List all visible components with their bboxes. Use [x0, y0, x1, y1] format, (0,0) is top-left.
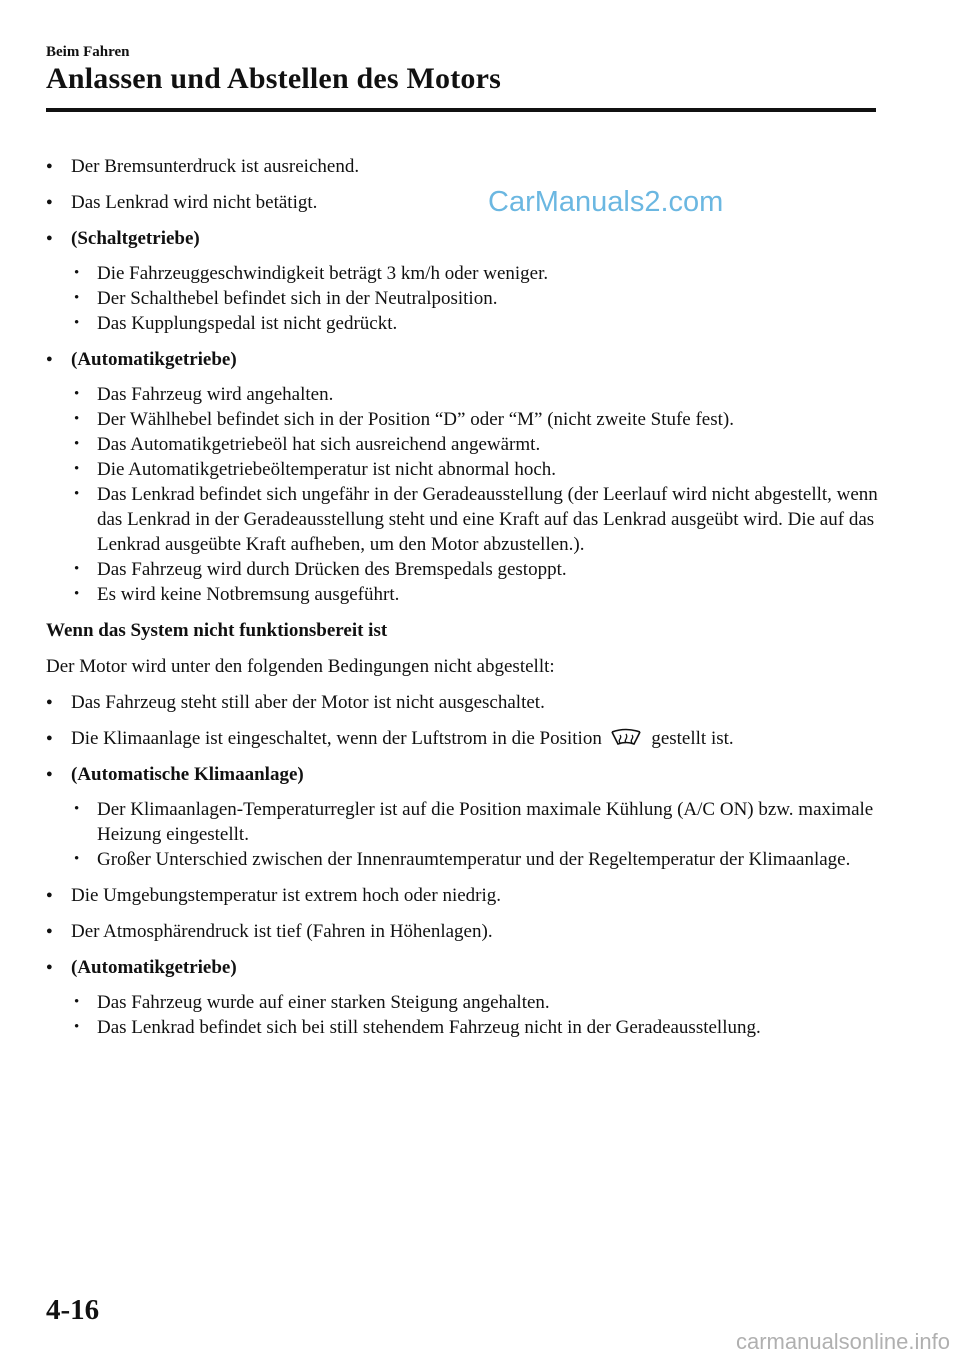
sub-list-item: • Der Wählhebel befindet sich in der Position “D” oder “M” (nicht zweite Stufe fest). — [46, 407, 882, 432]
sub-list-item: • Das Fahrzeug wurde auf einer starken Steigung angehalten. — [46, 990, 882, 1015]
sub-list-item: • Das Lenkrad befindet sich bei still stehendem Fahrzeug nicht in der Geradeausstellung. — [46, 1015, 882, 1040]
automatic-transmission-heading: ● (Automatikgetriebe) — [46, 347, 882, 372]
system-not-ready-heading: Wenn das System nicht funktionsbereit ist — [46, 620, 388, 641]
list-item-climate — [46, 726, 882, 751]
sub-list-item: • Der Schalthebel befindet sich in der Neutralposition. — [46, 286, 882, 311]
list-item: ● Das Fahrzeug steht still aber der Motor ist nicht ausgeschaltet. — [46, 690, 882, 715]
sub-list-item: • Es wird keine Notbremsung ausgeführt. — [46, 582, 882, 607]
automatic-transmission-heading-2: ● (Automatikgetriebe) — [46, 955, 882, 980]
sub-list-item: • Das Lenkrad befindet sich ungefähr in der Geradeausstellung (der Leerlauf wird nicht abgestellt, wenn das Lenkrad in der Geradeausstellung steht und eine Kraft auf das Lenkrad ausgeübt wird. Die auf das Lenkrad ausgeübte Kraft aufheben, um den Motor abzustellen.). — [46, 482, 882, 557]
sub-list-item: • Das Fahrzeug wird durch Drücken des Bremspedals gestoppt. — [46, 557, 882, 582]
sub-list-item: • Die Fahrzeuggeschwindigkeit beträgt 3 km/h oder weniger. — [46, 261, 882, 286]
list-item: ● Die Umgebungstemperatur ist extrem hoch oder niedrig. — [46, 883, 882, 908]
sub-list-item: • Die Automatikgetriebeöltemperatur ist nicht abnormal hoch. — [46, 457, 882, 482]
list-item: ● Das Lenkrad wird nicht betätigt. — [46, 190, 882, 215]
intro-paragraph: Der Motor wird unter den folgenden Bedingungen nicht abgestellt: — [46, 656, 555, 677]
page-title: Anlassen und Abstellen des Motors — [46, 62, 502, 95]
page-number: 4-16 — [46, 1294, 100, 1326]
list-item-text: gestellt ist. — [651, 728, 734, 749]
automatic-transmission-list-2 — [46, 990, 882, 1040]
automatic-climate-heading: ● (Automatische Klimaanlage) — [46, 762, 882, 787]
watermark-carmanuals2: CarManuals2.com — [488, 186, 724, 218]
sub-list-item: • Das Fahrzeug wird angehalten. — [46, 382, 882, 407]
list-item: ● Der Atmosphärendruck ist tief (Fahren in Höhenlagen). — [46, 919, 882, 944]
sub-list-item: • Das Kupplungspedal ist nicht gedrückt. — [46, 311, 882, 336]
automatic-climate-list — [46, 797, 882, 872]
section-label: Beim Fahren — [46, 44, 130, 60]
sub-list-item: • Der Klimaanlagen-Temperaturregler ist auf die Position maximale Kühlung (A/C ON) bzw. maximale Heizung eingestellt. — [46, 797, 882, 847]
automatic-transmission-list — [46, 382, 882, 607]
sub-list-item: • Großer Unterschied zwischen der Innenraumtemperatur und der Regeltemperatur der Klimaanlage. — [46, 847, 882, 872]
list-item-text: Die Klimaanlage ist eingeschaltet, wenn der Luftstrom in die Position — [71, 728, 602, 749]
manual-transmission-heading: ● (Schaltgetriebe) — [46, 226, 882, 251]
sub-list-item: • Das Automatikgetriebeöl hat sich ausreichend angewärmt. — [46, 432, 882, 457]
windshield-defroster-icon — [609, 728, 643, 746]
watermark-carmanualsonline: carmanualsonline.info — [735, 1329, 950, 1354]
title-divider — [46, 108, 876, 112]
list-item: ● Der Bremsunterdruck ist ausreichend. — [46, 154, 882, 179]
manual-transmission-list — [46, 261, 882, 336]
page-content — [46, 154, 882, 1051]
